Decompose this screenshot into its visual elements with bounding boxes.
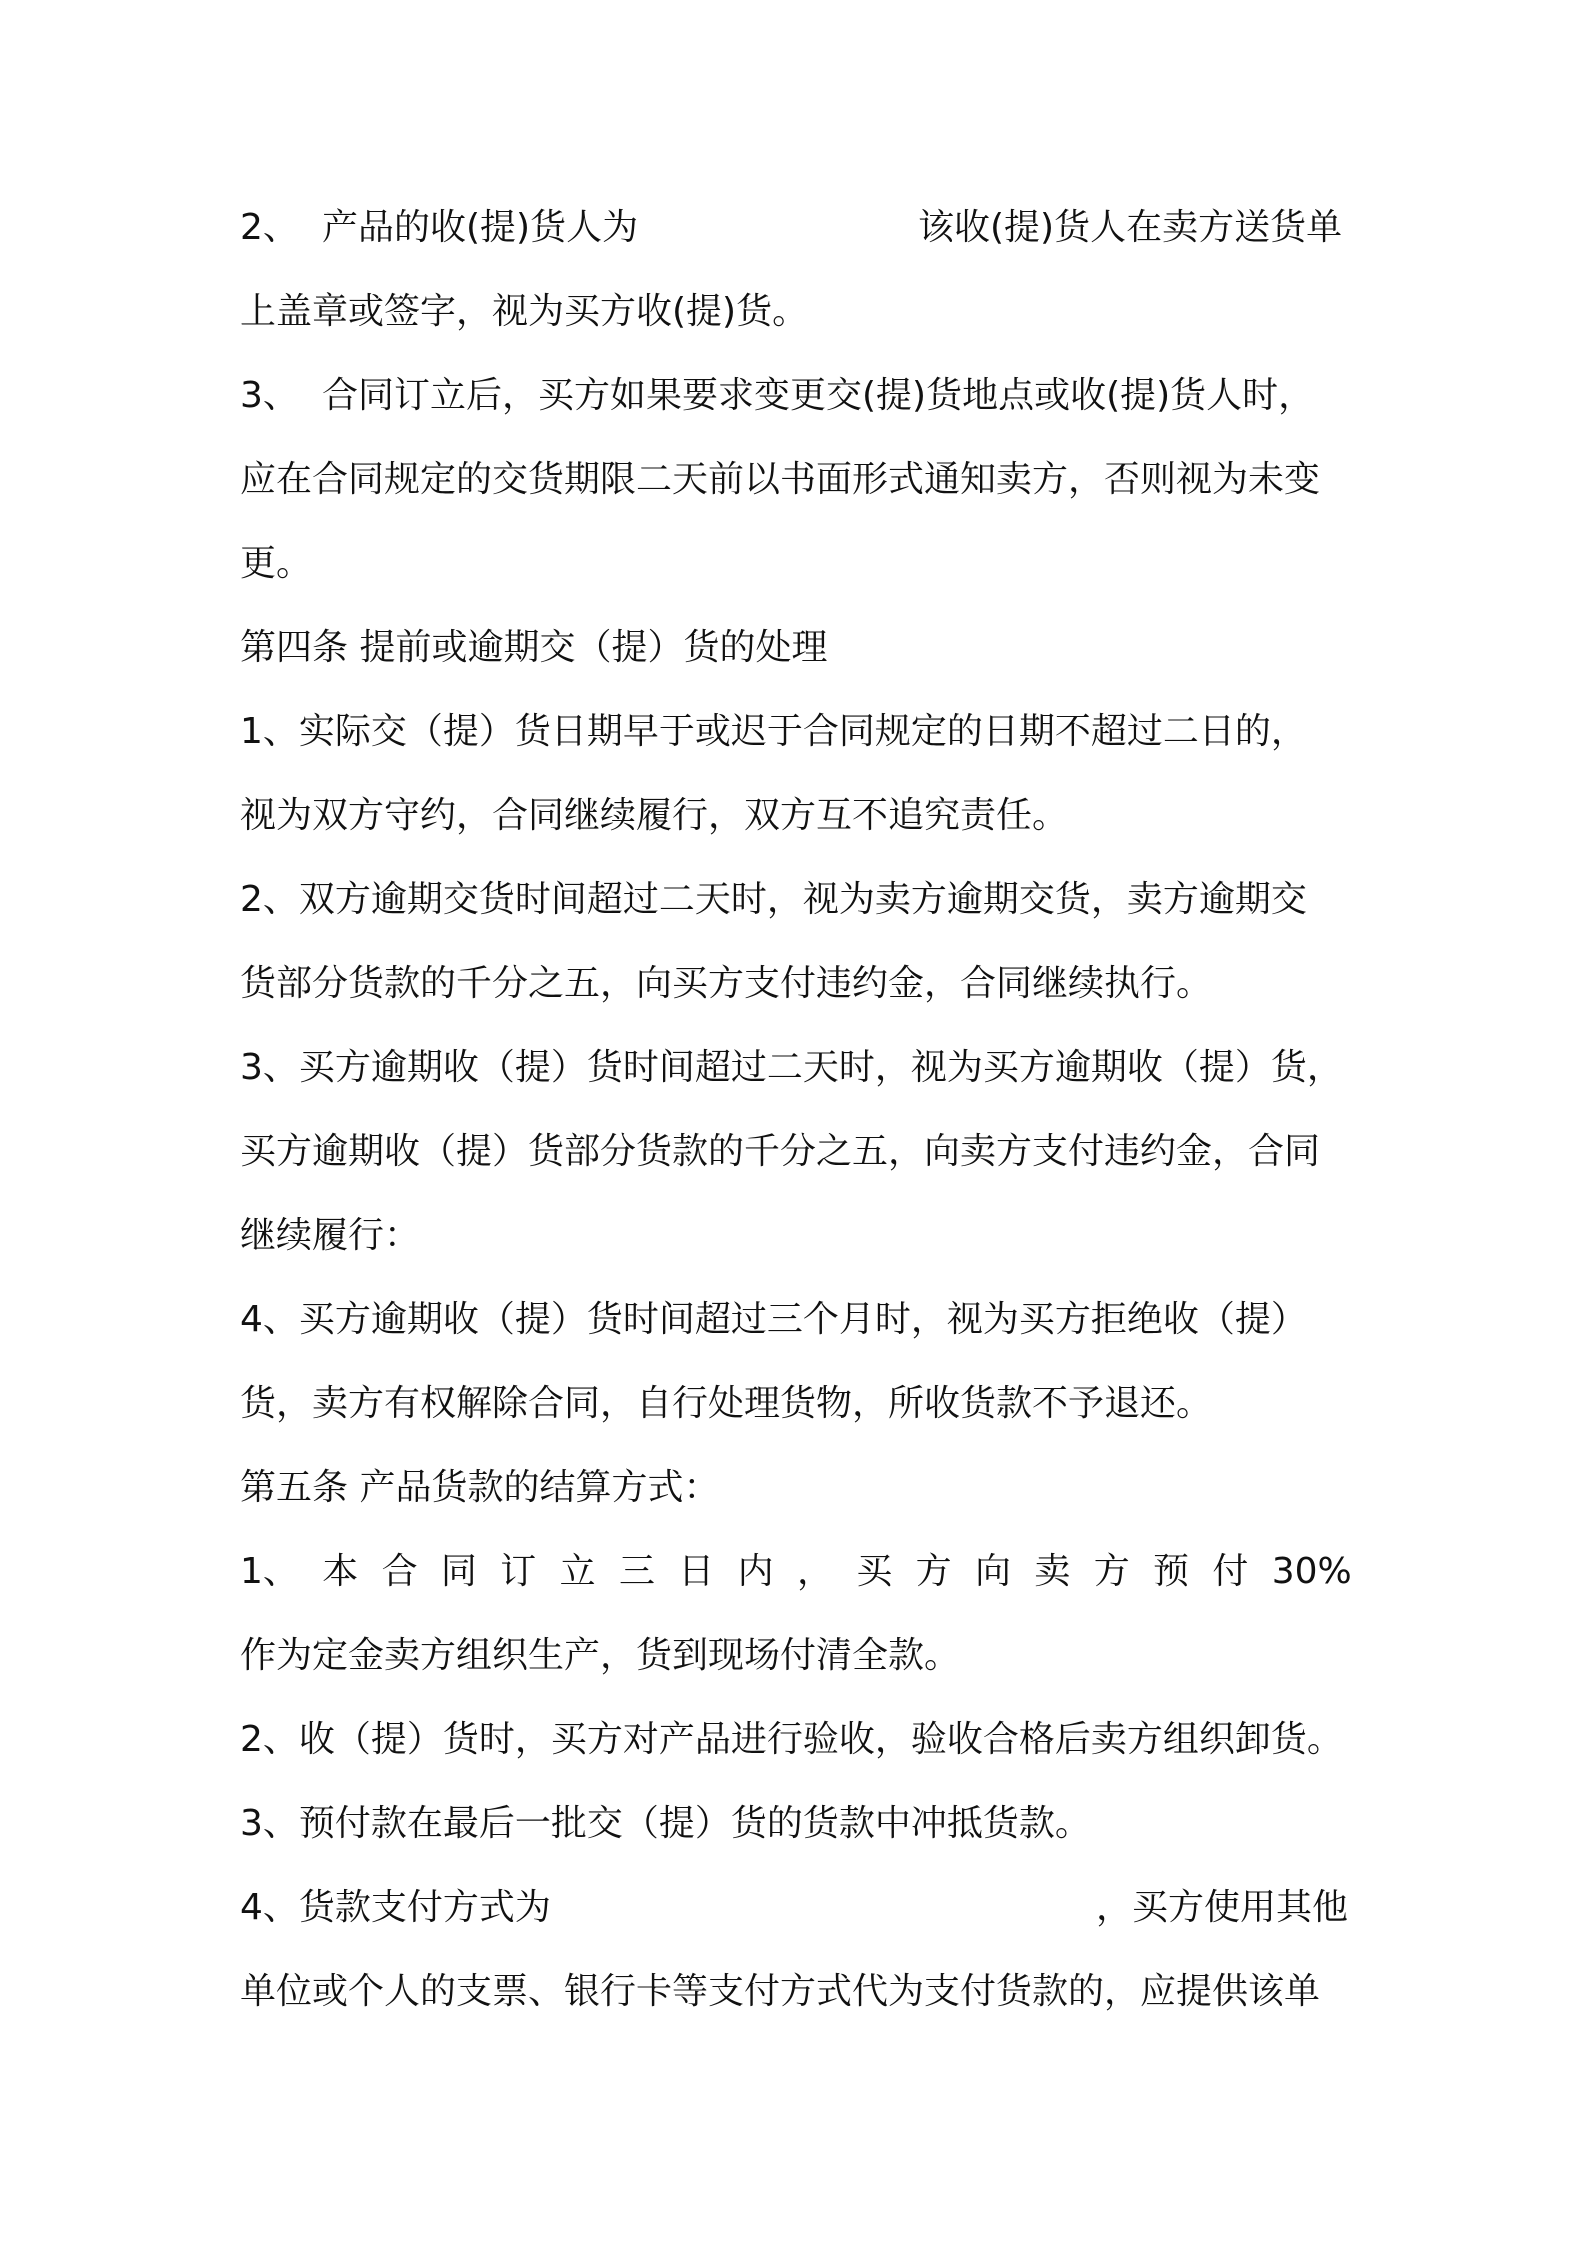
justified-char: 本 <box>322 1551 359 1592</box>
paragraph-text: 更。 <box>240 543 313 584</box>
paragraph-text: ，买方使用其他 <box>1096 1887 1349 1928</box>
paragraph-text: 产品的收(提)货人为 <box>322 207 639 248</box>
paragraph-text: 3、预付款在最后一批交（提）货的货款中冲抵货款。 <box>240 1803 1091 1844</box>
justified-char: 付 <box>1212 1551 1249 1592</box>
paragraph-text: 2、双方逾期交货时间超过二天时，视为卖方逾期交货，卖方逾期交 <box>240 879 1307 920</box>
article-heading: 第四条 提前或逾期交（提）货的处理 <box>240 627 828 668</box>
paragraph-text: 该收(提)货人在卖方送货单 <box>918 207 1343 248</box>
justified-char: 立 <box>559 1551 596 1592</box>
justified-char: 预 <box>1153 1551 1190 1592</box>
justified-char: 订 <box>500 1551 537 1592</box>
justified-char: 30% <box>1271 1551 1352 1592</box>
paragraph-text: 3、买方逾期收（提）货时间超过二天时，视为买方逾期收（提）货， <box>240 1047 1343 1088</box>
justified-char: 方 <box>1093 1551 1130 1592</box>
justified-char: 买 <box>856 1551 893 1592</box>
paragraph-text: 1、实际交（提）货日期早于或迟于合同规定的日期不超过二日的， <box>240 711 1307 752</box>
item-number: 2、 <box>240 207 299 248</box>
item-number: 3、 <box>240 375 299 416</box>
paragraph-text: 4、货款支付方式为 <box>240 1887 551 1928</box>
justified-line <box>240 1548 1352 1596</box>
justified-char: 卖 <box>1034 1551 1071 1592</box>
paragraph-text: 货部分货款的千分之五，向买方支付违约金，合同继续执行。 <box>240 963 1213 1004</box>
paragraph-text: 上盖章或签字，视为买方收(提)货。 <box>240 291 809 332</box>
paragraph-text: 货，卖方有权解除合同，自行处理货物，所收货款不予退还。 <box>240 1383 1213 1424</box>
justified-char: 向 <box>975 1551 1012 1592</box>
paragraph-text: 合同订立后，买方如果要求变更交(提)货地点或收(提)货人时， <box>322 375 1315 416</box>
article-heading: 第五条 产品货款的结算方式： <box>240 1467 720 1508</box>
justified-char: 日 <box>678 1551 715 1592</box>
paragraph-text: 单位或个人的支票、银行卡等支付方式代为支付货款的，应提供该单 <box>240 1971 1321 2012</box>
paragraph-text: 买方逾期收（提）货部分货款的千分之五，向卖方支付违约金，合同 <box>240 1131 1321 1172</box>
justified-char: 方 <box>915 1551 952 1592</box>
justified-char: ， <box>796 1551 833 1592</box>
paragraph-text: 4、买方逾期收（提）货时间超过三个月时，视为买方拒绝收（提） <box>240 1299 1307 1340</box>
justified-char: 合 <box>381 1551 418 1592</box>
paragraph-text: 继续履行： <box>240 1215 421 1256</box>
paragraph-text: 视为双方守约，合同继续履行，双方互不追究责任。 <box>240 795 1069 836</box>
justified-char: 1、 <box>240 1551 299 1592</box>
paragraph-text: 2、收（提）货时，买方对产品进行验收，验收合格后卖方组织卸货。 <box>240 1719 1343 1760</box>
justified-char: 同 <box>440 1551 477 1592</box>
justified-char: 内 <box>737 1551 774 1592</box>
justified-char: 三 <box>618 1551 655 1592</box>
paragraph-text: 作为定金卖方组织生产，货到现场付清全款。 <box>240 1635 961 1676</box>
paragraph-text: 应在合同规定的交货期限二天前以书面形式通知卖方，否则视为未变 <box>240 459 1321 500</box>
